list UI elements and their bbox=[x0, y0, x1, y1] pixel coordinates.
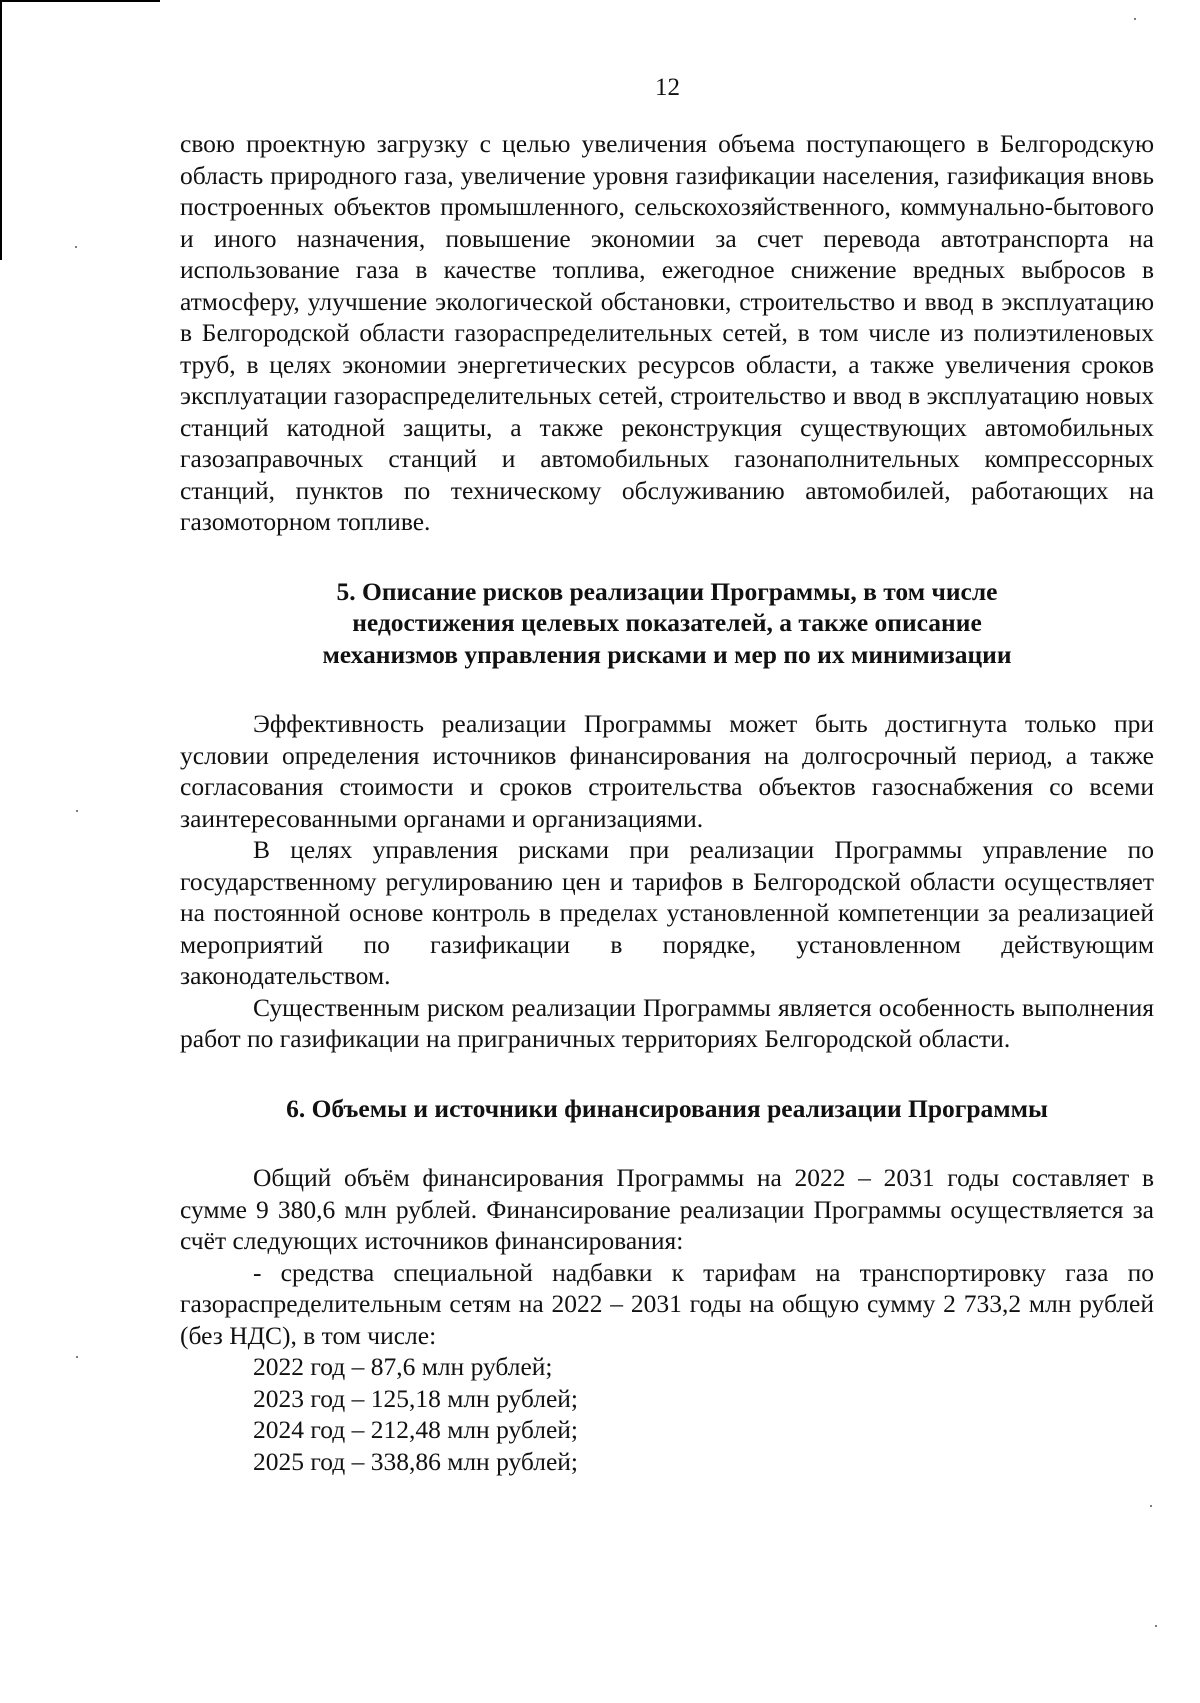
section-5-paragraph: Существенным риском реализации Программы является особенность выполнения работ по газификации на приграничных территориях Белгородской области. bbox=[180, 992, 1154, 1053]
scan-speck bbox=[1155, 1625, 1157, 1627]
scan-edge-left bbox=[0, 0, 2, 260]
funding-year-item: 2024 год – 212,48 млн рублей; bbox=[253, 1415, 579, 1444]
section-6-body bbox=[180, 1162, 1154, 1477]
scan-speck bbox=[75, 246, 77, 248]
funding-year-item: 2025 год – 338,86 млн рублей; bbox=[253, 1446, 579, 1476]
scan-speck bbox=[1134, 18, 1136, 20]
funding-year-item: 2022 год – 87,6 млн рублей; bbox=[253, 1352, 553, 1381]
section-5-heading-line: недостижения целевых показателей, а также описание bbox=[352, 608, 982, 637]
section-5-heading bbox=[180, 576, 1154, 671]
funding-year-item: 2023 год – 125,18 млн рублей; bbox=[253, 1383, 579, 1413]
page-number: 12 bbox=[655, 74, 680, 101]
section-6-paragraph: - средства специальной надбавки к тарифам на транспортировку газа по газораспределительным сетям на 2022 – 2031 годы на общую сумму 2 733,2 млн рублей (без НДС), в том числе: bbox=[180, 1257, 1154, 1350]
section-5-body bbox=[180, 708, 1154, 1055]
section-6-paragraph: Общий объём финансирования Программы на 2022 – 2031 годы составляет в сумме 9 380,6 млн рублей. Финансирование реализации Программы осуществляется за счёт следующих источников финансирования: bbox=[180, 1163, 1154, 1255]
scan-speck bbox=[76, 810, 78, 812]
intro-paragraph: свою проектную загрузку с целью увеличения объема поступающего в Белгородскую область природного газа, увеличение уровня газификации населения, газификация вновь построенных объектов промышленного, сельскохозяйственного, коммунально-бытового и иного назначения, повышение экономии за счет перевода автотранспорта на использование газа в качестве топлива, ежегодное снижение вредных выбросов в атмосферу, улучшение экологической обстановки, строительство и ввод в эксплуатацию в Белгородской области газораспределительных сетей, в том числе из полиэтиленовых труб, в целях экономии энергетических ресурсов области, а также увеличения сроков эксплуатации газораспределительных сетей, строительство и ввод в эксплуатацию новых станций катодной защиты, а также реконструкция существующих автомобильных газозаправочных станций и автомобильных газонаполнительных компрессорных станций, пунктов по техническому обслуживанию автомобилей, работающих на газомоторном топливе. bbox=[180, 129, 1154, 536]
document-body bbox=[180, 128, 1154, 1477]
section-5-paragraph: Эффективность реализации Программы может быть достигнута только при условии определения источников финансирования на долгосрочный период, а также согласования стоимости и сроков строительства объектов газоснабжения со всеми заинтересованными органами и организациями. bbox=[180, 709, 1154, 833]
section-6-heading: 6. Объемы и источники финансирования реализации Программы bbox=[286, 1093, 1048, 1123]
section-5-heading-line: 5. Описание рисков реализации Программы, в том числе bbox=[336, 576, 998, 606]
section-5-paragraph: В целях управления рисками при реализации Программы управление по государственному регулированию цен и тарифов в Белгородской области осуществляет на постоянной основе контроль в пределах установленной компетенции за реализацией мероприятий по газификации в порядке, установленном действующим законодательством. bbox=[180, 835, 1154, 990]
scan-speck bbox=[76, 1356, 78, 1358]
scan-speck bbox=[1150, 1505, 1152, 1507]
scan-edge-top-left bbox=[0, 0, 160, 2]
section-5-heading-line: механизмов управления рисками и мер по их минимизации bbox=[322, 639, 1012, 669]
